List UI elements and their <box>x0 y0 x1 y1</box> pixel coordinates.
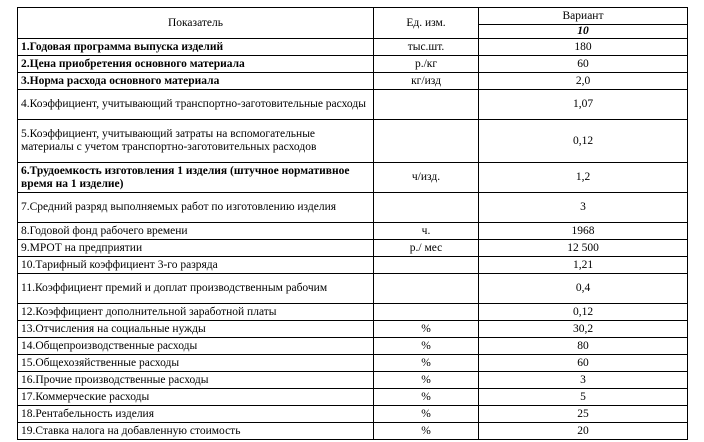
header-indicator: Показатель <box>18 8 374 39</box>
row-parameter: 12.Коэффициент дополнительной заработной платы <box>18 304 374 321</box>
row-value: 1,07 <box>479 90 688 120</box>
row-unit <box>374 120 479 163</box>
row-unit <box>374 257 479 274</box>
table-row <box>18 240 688 257</box>
row-value: 0,12 <box>479 120 688 163</box>
row-value: 20 <box>479 423 688 440</box>
row-value: 1,2 <box>479 163 688 193</box>
row-value: 60 <box>479 355 688 372</box>
table-row <box>18 39 688 56</box>
header-variant: Вариант <box>479 8 688 25</box>
table-row <box>18 321 688 338</box>
row-unit: % <box>374 389 479 406</box>
table-row <box>18 193 688 223</box>
table-row <box>18 120 688 163</box>
table-row <box>18 372 688 389</box>
table-row <box>18 355 688 372</box>
row-unit: ч. <box>374 223 479 240</box>
row-unit: кг/изд <box>374 73 479 90</box>
header-unit: Ед. изм. <box>374 8 479 39</box>
row-parameter: 3.Норма расхода основного материала <box>18 73 374 90</box>
row-value: 0,4 <box>479 274 688 304</box>
row-parameter: 9.МРОТ на предприятии <box>18 240 374 257</box>
row-parameter: 6.Трудоемкость изготовления 1 изделия (штучное нормативное время на 1 изделие) <box>18 163 374 193</box>
row-value: 25 <box>479 406 688 423</box>
row-value: 2,0 <box>479 73 688 90</box>
parameters-table <box>17 7 688 440</box>
row-unit: р./кг <box>374 56 479 73</box>
row-parameter: 13.Отчисления на социальные нужды <box>18 321 374 338</box>
row-parameter: 2.Цена приобретения основного материала <box>18 56 374 73</box>
row-value: 60 <box>479 56 688 73</box>
row-parameter: 11.Коэффициент премий и доплат производственным рабочим <box>18 274 374 304</box>
row-value: 5 <box>479 389 688 406</box>
table-row <box>18 274 688 304</box>
row-unit: % <box>374 355 479 372</box>
row-parameter: 1.Годовая программа выпуска изделий <box>18 39 374 56</box>
table-row <box>18 257 688 274</box>
row-parameter: 8.Годовой фонд рабочего времени <box>18 223 374 240</box>
row-unit: р./ мес <box>374 240 479 257</box>
row-unit: % <box>374 423 479 440</box>
row-parameter: 5.Коэффициент, учитывающий затраты на вспомогательные материалы с учетом транспортно-заготовительных расходов <box>18 120 374 163</box>
table-row <box>18 338 688 355</box>
row-parameter: 15.Общехозяйственные расходы <box>18 355 374 372</box>
table-row <box>18 163 688 193</box>
row-unit <box>374 193 479 223</box>
row-value: 3 <box>479 193 688 223</box>
row-parameter: 17.Коммерческие расходы <box>18 389 374 406</box>
row-value: 0,12 <box>479 304 688 321</box>
table-row <box>18 56 688 73</box>
header-variant-number: 10 <box>479 25 688 39</box>
row-unit <box>374 304 479 321</box>
row-unit <box>374 274 479 304</box>
table-container <box>17 7 688 440</box>
row-unit <box>374 90 479 120</box>
row-value: 30,2 <box>479 321 688 338</box>
row-value: 80 <box>479 338 688 355</box>
table-row <box>18 304 688 321</box>
row-value: 1,21 <box>479 257 688 274</box>
row-parameter: 7.Средний разряд выполняемых работ по изготовлению изделия <box>18 193 374 223</box>
row-value: 180 <box>479 39 688 56</box>
row-unit: % <box>374 372 479 389</box>
row-parameter: 16.Прочие производственные расходы <box>18 372 374 389</box>
row-value: 12 500 <box>479 240 688 257</box>
row-parameter: 19.Ставка налога на добавленную стоимость <box>18 423 374 440</box>
table-row <box>18 406 688 423</box>
row-parameter: 4.Коэффициент, учитывающий транспортно-заготовительные расходы <box>18 90 374 120</box>
row-parameter: 18.Рентабельность изделия <box>18 406 374 423</box>
row-unit: % <box>374 321 479 338</box>
table-row <box>18 389 688 406</box>
table-row <box>18 423 688 440</box>
row-unit: % <box>374 338 479 355</box>
row-parameter: 14.Общепроизводственные расходы <box>18 338 374 355</box>
row-unit: ч/изд. <box>374 163 479 193</box>
table-row <box>18 223 688 240</box>
row-parameter: 10.Тарифный коэффициент 3-го разряда <box>18 257 374 274</box>
row-unit: % <box>374 406 479 423</box>
row-value: 1968 <box>479 223 688 240</box>
table-row <box>18 73 688 90</box>
row-value: 3 <box>479 372 688 389</box>
table-body <box>18 39 688 440</box>
table-row <box>18 90 688 120</box>
row-unit: тыс.шт. <box>374 39 479 56</box>
